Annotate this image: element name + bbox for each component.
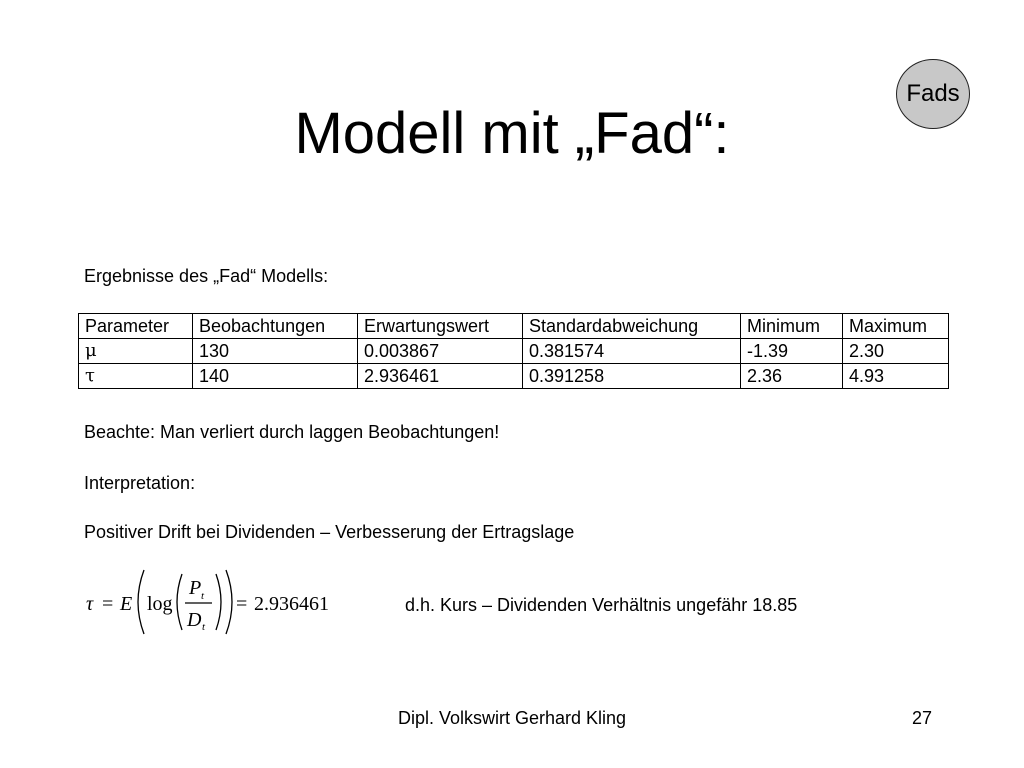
interpretation-text: Positiver Drift bei Dividenden – Verbesserung der Ertragslage: [84, 522, 575, 542]
formula-result: 2.936461: [254, 593, 329, 615]
inner-left-paren: [177, 574, 182, 630]
table-cell: μ: [79, 339, 193, 364]
results-table: [78, 313, 949, 389]
page-number: 27: [912, 708, 933, 728]
formula-numerator: P: [189, 577, 202, 599]
table-cell: 2.36: [741, 364, 843, 389]
fads-nav-label: Fads: [906, 80, 960, 107]
table-cell: τ: [79, 364, 193, 389]
header-cell: Minimum: [741, 314, 843, 339]
footer-author: Dipl. Volkswirt Gerhard Kling: [397, 708, 627, 728]
results-heading: Ergebnisse des „Fad“ Modells:: [84, 266, 329, 286]
formula-denominator: D: [187, 609, 202, 631]
table-cell: 0.381574: [523, 339, 741, 364]
slide-title: Modell mit „Fad“:: [294, 101, 730, 166]
interpretation-label: Interpretation:: [84, 473, 196, 493]
formula-note: d.h. Kurs – Dividenden Verhältnis ungefähr 18.85: [405, 595, 798, 615]
inner-right-paren: [216, 574, 221, 630]
formula-numerator-subscript: t: [201, 590, 205, 602]
table-header-row: [79, 314, 949, 339]
formula-expectation: E: [120, 593, 133, 615]
formula-log: log: [147, 593, 173, 615]
tau-formula: [80, 566, 350, 638]
header-cell: Erwartungswert: [358, 314, 523, 339]
formula-denominator-subscript: t: [202, 621, 206, 633]
outer-right-paren: [226, 570, 232, 634]
table-cell: 130: [193, 339, 358, 364]
table-row: [79, 364, 949, 389]
table-cell: 2.30: [843, 339, 949, 364]
outer-left-paren: [138, 570, 144, 634]
note-text: Beachte: Man verliert durch laggen Beobachtungen!: [84, 422, 500, 442]
header-cell: Maximum: [843, 314, 949, 339]
table-cell: -1.39: [741, 339, 843, 364]
formula-equals-2: =: [236, 593, 248, 615]
formula-tau: τ: [86, 593, 94, 615]
formula-equals: =: [102, 593, 114, 615]
header-cell: Parameter: [79, 314, 193, 339]
table-cell: 2.936461: [358, 364, 523, 389]
table-cell: 140: [193, 364, 358, 389]
header-cell: Beobachtungen: [193, 314, 358, 339]
table-cell: 4.93: [843, 364, 949, 389]
header-cell: Standardabweichung: [523, 314, 741, 339]
table-cell: 0.003867: [358, 339, 523, 364]
table-cell: 0.391258: [523, 364, 741, 389]
table-row: [79, 339, 949, 364]
